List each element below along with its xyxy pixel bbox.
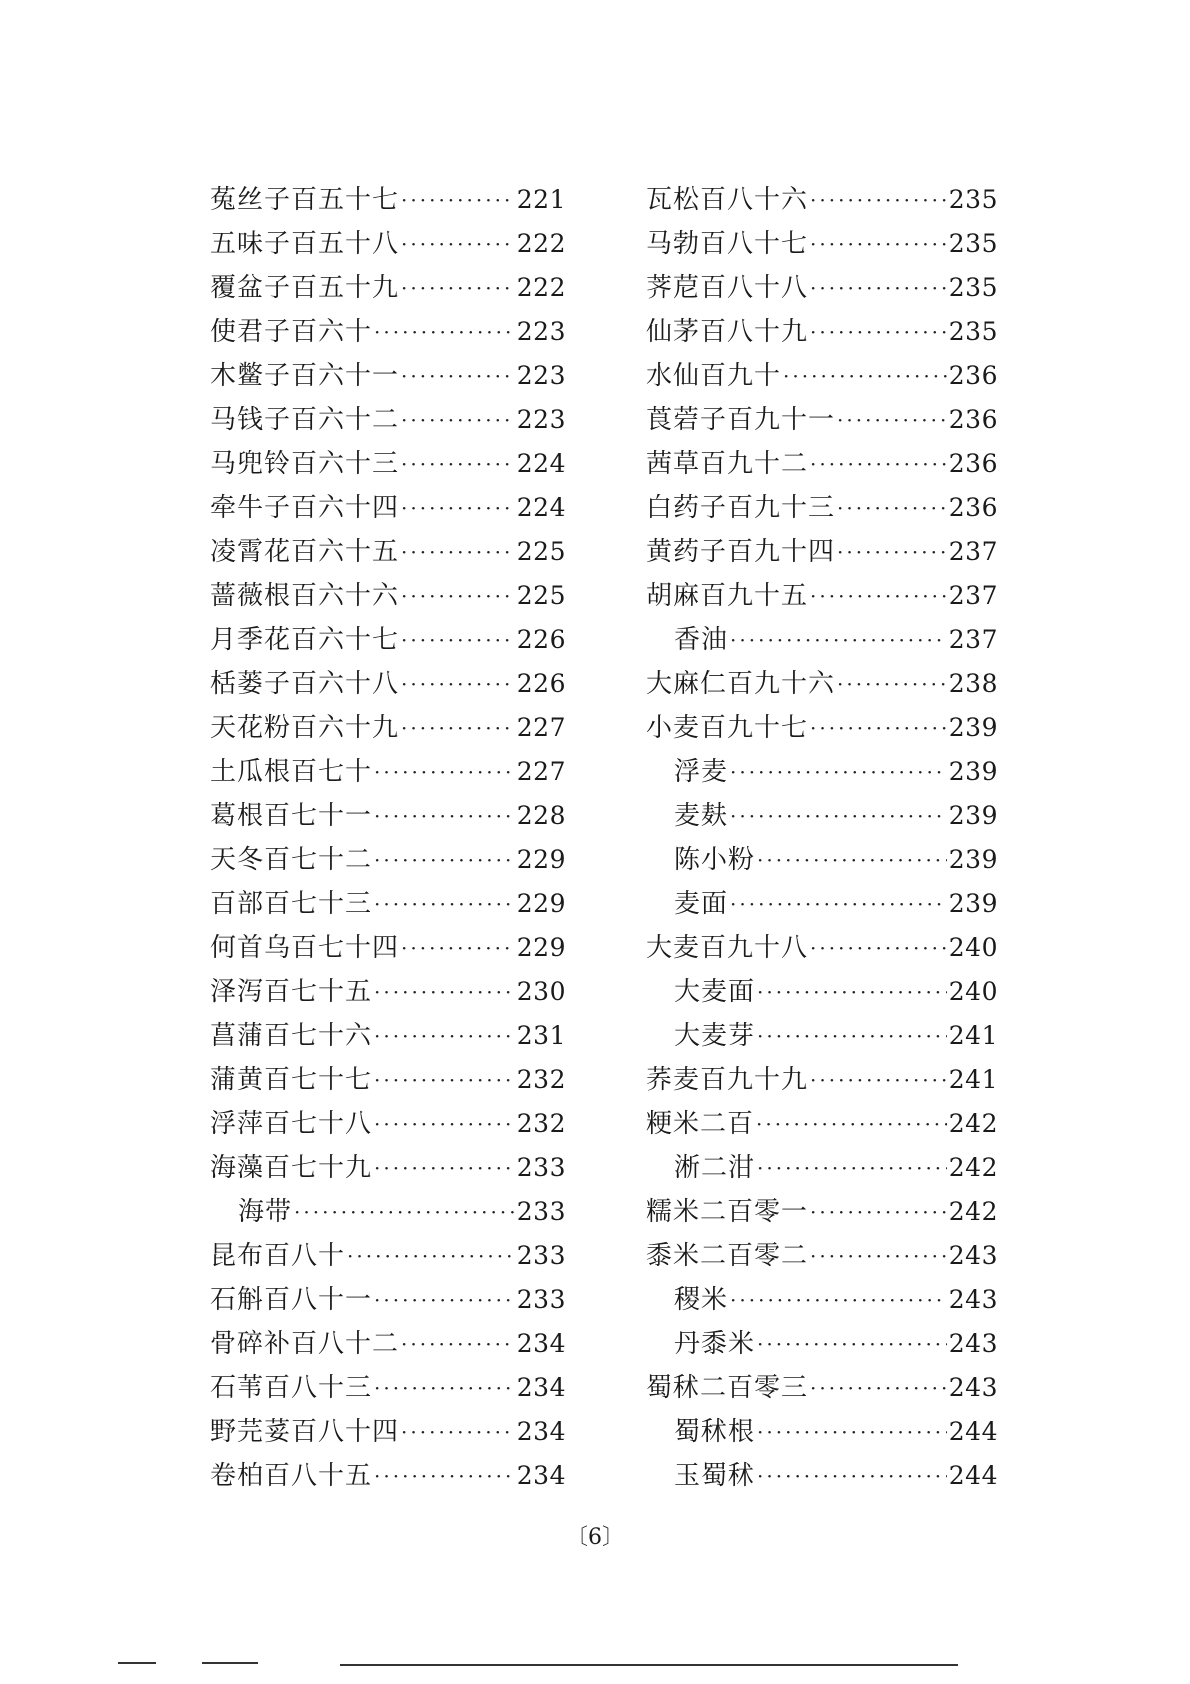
entry-page-number: 238	[948, 669, 998, 698]
dot-leader	[837, 662, 947, 706]
dot-leader	[756, 1102, 947, 1146]
entry-title: 黍米二百零二	[646, 1241, 809, 1271]
entry-title: 百部百七十三	[210, 889, 373, 919]
entry-title: 黄药子百九十四	[646, 537, 836, 567]
toc-entry	[210, 178, 566, 222]
dot-leader	[374, 882, 515, 926]
entry-page-number: 241	[948, 1065, 998, 1094]
entry-title: 荠苨百八十八	[646, 273, 809, 303]
entry-title: 胡麻百九十五	[646, 581, 809, 611]
toc-entry	[210, 1102, 566, 1146]
toc-entry	[210, 1454, 566, 1498]
dot-leader	[810, 574, 947, 618]
entry-page-number: 232	[516, 1065, 566, 1094]
entry-page-number: 228	[516, 801, 566, 830]
entry-page-number: 233	[516, 1285, 566, 1314]
dot-leader	[401, 662, 515, 706]
entry-title: 大麦面	[674, 977, 756, 1007]
entry-page-number: 237	[948, 581, 998, 610]
entry-title: 陈小粉	[674, 845, 756, 875]
dot-leader	[730, 882, 947, 926]
entry-page-number: 223	[516, 317, 566, 346]
dot-leader	[810, 706, 947, 750]
toc-entry	[646, 310, 998, 354]
toc-entry	[646, 178, 998, 222]
toc-sub-entry	[646, 882, 998, 926]
entry-page-number: 229	[516, 933, 566, 962]
entry-title: 野芫荽百八十四	[210, 1417, 400, 1447]
toc-entry	[646, 530, 998, 574]
dot-leader	[374, 1102, 515, 1146]
toc-entry	[210, 222, 566, 266]
dot-leader	[401, 222, 515, 266]
entry-page-number: 223	[516, 361, 566, 390]
entry-page-number: 242	[948, 1197, 998, 1226]
dot-leader	[401, 618, 515, 662]
entry-title: 丹黍米	[674, 1329, 756, 1359]
entry-page-number: 232	[516, 1109, 566, 1138]
entry-title: 浮麦	[674, 757, 729, 787]
toc-entry	[210, 1014, 566, 1058]
entry-title: 粳米二百	[646, 1109, 755, 1139]
entry-page-number: 226	[516, 669, 566, 698]
dot-leader	[810, 1058, 947, 1102]
dot-leader	[401, 442, 515, 486]
entry-page-number: 241	[948, 1021, 998, 1050]
entry-page-number: 240	[948, 933, 998, 962]
entry-title: 何首乌百七十四	[210, 933, 400, 963]
dot-leader	[401, 1322, 515, 1366]
dot-leader	[374, 1014, 515, 1058]
dot-leader	[374, 1454, 515, 1498]
entry-page-number: 243	[948, 1373, 998, 1402]
entry-page-number: 226	[516, 625, 566, 654]
entry-page-number: 243	[948, 1241, 998, 1270]
toc-entry	[210, 1234, 566, 1278]
entry-title: 蜀秫根	[674, 1417, 756, 1447]
dot-leader	[837, 398, 947, 442]
toc-entry	[210, 530, 566, 574]
entry-page-number: 239	[948, 757, 998, 786]
entry-title: 马钱子百六十二	[210, 405, 400, 435]
toc-sub-entry	[646, 838, 998, 882]
entry-title: 木鳖子百六十一	[210, 361, 400, 391]
dot-leader	[810, 178, 947, 222]
page-number: 〔6〕	[566, 1525, 624, 1550]
scan-artifact-line	[202, 1662, 258, 1664]
entry-title: 荞麦百九十九	[646, 1065, 809, 1095]
dot-leader	[401, 398, 515, 442]
entry-title: 石斛百八十一	[210, 1285, 373, 1315]
dot-leader	[294, 1190, 515, 1234]
dot-leader	[810, 222, 947, 266]
toc-entry	[646, 662, 998, 706]
entry-page-number: 239	[948, 889, 998, 918]
toc-entry	[646, 574, 998, 618]
entry-page-number: 239	[948, 845, 998, 874]
dot-leader	[757, 838, 947, 882]
toc-entry	[210, 1322, 566, 1366]
entry-title: 菟丝子百五十七	[210, 185, 400, 215]
toc-right-column	[646, 178, 998, 1498]
toc-entry	[646, 442, 998, 486]
entry-title: 月季花百六十七	[210, 625, 400, 655]
entry-page-number: 223	[516, 405, 566, 434]
dot-leader	[810, 1366, 947, 1410]
toc-entry	[210, 794, 566, 838]
toc-entry	[210, 266, 566, 310]
entry-page-number: 234	[516, 1373, 566, 1402]
entry-page-number: 235	[948, 273, 998, 302]
entry-page-number: 225	[516, 581, 566, 610]
scan-artifact-line	[340, 1664, 958, 1666]
entry-page-number: 233	[516, 1153, 566, 1182]
toc-sub-entry	[646, 1322, 998, 1366]
dot-leader	[374, 750, 515, 794]
entry-title: 白药子百九十三	[646, 493, 836, 523]
toc-entry	[210, 442, 566, 486]
entry-title: 五味子百五十八	[210, 229, 400, 259]
entry-title: 卷柏百八十五	[210, 1461, 373, 1491]
entry-title: 马勃百八十七	[646, 229, 809, 259]
entry-page-number: 243	[948, 1329, 998, 1358]
dot-leader	[757, 1410, 947, 1454]
dot-leader	[810, 926, 947, 970]
toc-entry	[210, 926, 566, 970]
toc-entry	[646, 398, 998, 442]
toc-entry	[210, 662, 566, 706]
toc-entry	[646, 354, 998, 398]
toc-entry	[210, 354, 566, 398]
entry-page-number: 236	[948, 449, 998, 478]
entry-title: 马兜铃百六十三	[210, 449, 400, 479]
toc-entry	[210, 1278, 566, 1322]
entry-title: 稷米	[674, 1285, 729, 1315]
dot-leader	[347, 1234, 515, 1278]
entry-page-number: 233	[516, 1197, 566, 1226]
toc-entry	[646, 1102, 998, 1146]
dot-leader	[810, 1234, 947, 1278]
entry-page-number: 234	[516, 1461, 566, 1490]
entry-page-number: 233	[516, 1241, 566, 1270]
toc-entry	[646, 222, 998, 266]
entry-page-number: 236	[948, 493, 998, 522]
entry-title: 天花粉百六十九	[210, 713, 400, 743]
dot-leader	[810, 442, 947, 486]
dot-leader	[730, 1278, 947, 1322]
entry-page-number: 234	[516, 1417, 566, 1446]
dot-leader	[757, 970, 947, 1014]
toc-sub-entry	[646, 794, 998, 838]
entry-page-number: 236	[948, 405, 998, 434]
entry-title: 海带	[238, 1197, 293, 1227]
dot-leader	[810, 310, 947, 354]
dot-leader	[810, 1190, 947, 1234]
entry-page-number: 230	[516, 977, 566, 1006]
toc-entry	[646, 706, 998, 750]
toc-entry	[646, 1366, 998, 1410]
entry-title: 土瓜根百七十	[210, 757, 373, 787]
entry-title: 莨菪子百九十一	[646, 405, 836, 435]
toc-entry	[210, 398, 566, 442]
entry-title: 仙茅百八十九	[646, 317, 809, 347]
dot-leader	[757, 1454, 947, 1498]
toc-entry	[210, 706, 566, 750]
entry-title: 大麻仁百九十六	[646, 669, 836, 699]
entry-page-number: 221	[516, 185, 566, 214]
entry-title: 栝蒌子百六十八	[210, 669, 400, 699]
toc-left-column	[210, 178, 566, 1498]
entry-title: 菖蒲百七十六	[210, 1021, 373, 1051]
entry-title: 麦麸	[674, 801, 729, 831]
dot-leader	[730, 750, 947, 794]
toc-entry	[210, 486, 566, 530]
entry-page-number: 229	[516, 889, 566, 918]
toc-entry	[646, 926, 998, 970]
dot-leader	[374, 310, 515, 354]
toc-entry	[210, 882, 566, 926]
dot-leader	[401, 354, 515, 398]
dot-leader	[374, 1146, 515, 1190]
entry-title: 浮萍百七十八	[210, 1109, 373, 1139]
entry-title: 石苇百八十三	[210, 1373, 373, 1403]
toc-sub-entry	[646, 1014, 998, 1058]
toc-sub-entry	[646, 750, 998, 794]
dot-leader	[401, 486, 515, 530]
dot-leader	[374, 970, 515, 1014]
entry-page-number: 227	[516, 713, 566, 742]
dot-leader	[401, 530, 515, 574]
dot-leader	[757, 1146, 947, 1190]
scan-artifact-line	[118, 1662, 156, 1664]
entry-title: 牵牛子百六十四	[210, 493, 400, 523]
entry-title: 小麦百九十七	[646, 713, 809, 743]
entry-title: 玉蜀秫	[674, 1461, 756, 1491]
entry-title: 淅二泔	[674, 1153, 756, 1183]
toc-entry	[646, 1190, 998, 1234]
dot-leader	[401, 706, 515, 750]
entry-title: 蔷薇根百六十六	[210, 581, 400, 611]
entry-page-number: 244	[948, 1461, 998, 1490]
toc-sub-entry	[210, 1190, 566, 1234]
entry-title: 葛根百七十一	[210, 801, 373, 831]
toc-sub-entry	[646, 618, 998, 662]
toc-sub-entry	[646, 970, 998, 1014]
entry-page-number: 242	[948, 1153, 998, 1182]
toc-entry	[210, 618, 566, 662]
toc-entry	[210, 574, 566, 618]
dot-leader	[837, 486, 947, 530]
dot-leader	[374, 838, 515, 882]
toc-sub-entry	[646, 1454, 998, 1498]
dot-leader	[401, 266, 515, 310]
entry-page-number: 225	[516, 537, 566, 566]
toc-entry	[210, 1146, 566, 1190]
entry-page-number: 242	[948, 1109, 998, 1138]
dot-leader	[374, 1278, 515, 1322]
entry-page-number: 227	[516, 757, 566, 786]
entry-page-number: 224	[516, 493, 566, 522]
toc-entry	[210, 970, 566, 1014]
toc-entry	[646, 1058, 998, 1102]
toc-sub-entry	[646, 1146, 998, 1190]
toc-entry	[210, 1058, 566, 1102]
toc-entry	[210, 1410, 566, 1454]
entry-page-number: 235	[948, 185, 998, 214]
entry-page-number: 240	[948, 977, 998, 1006]
dot-leader	[730, 794, 947, 838]
entry-title: 骨碎补百八十二	[210, 1329, 400, 1359]
entry-title: 使君子百六十	[210, 317, 373, 347]
entry-title: 凌霄花百六十五	[210, 537, 400, 567]
entry-page-number: 237	[948, 625, 998, 654]
entry-page-number: 222	[516, 229, 566, 258]
dot-leader	[783, 354, 947, 398]
toc-sub-entry	[646, 1410, 998, 1454]
dot-leader	[401, 574, 515, 618]
entry-page-number: 231	[516, 1021, 566, 1050]
toc-entry	[210, 750, 566, 794]
toc-entry	[646, 486, 998, 530]
entry-title: 大麦百九十八	[646, 933, 809, 963]
entry-title: 覆盆子百五十九	[210, 273, 400, 303]
toc-sub-entry	[646, 1278, 998, 1322]
entry-title: 蒲黄百七十七	[210, 1065, 373, 1095]
entry-title: 天冬百七十二	[210, 845, 373, 875]
entry-page-number: 243	[948, 1285, 998, 1314]
entry-title: 香油	[674, 625, 729, 655]
entry-title: 麦面	[674, 889, 729, 919]
entry-title: 昆布百八十	[210, 1241, 346, 1271]
entry-title: 瓦松百八十六	[646, 185, 809, 215]
dot-leader	[810, 266, 947, 310]
entry-page-number: 244	[948, 1417, 998, 1446]
entry-page-number: 235	[948, 317, 998, 346]
entry-page-number: 234	[516, 1329, 566, 1358]
entry-page-number: 224	[516, 449, 566, 478]
dot-leader	[374, 1366, 515, 1410]
entry-title: 泽泻百七十五	[210, 977, 373, 1007]
toc-entry	[210, 838, 566, 882]
entry-title: 茜草百九十二	[646, 449, 809, 479]
entry-title: 大麦芽	[674, 1021, 756, 1051]
toc-entry	[210, 1366, 566, 1410]
dot-leader	[730, 618, 947, 662]
toc-entry	[210, 310, 566, 354]
entry-page-number: 222	[516, 273, 566, 302]
entry-page-number: 237	[948, 537, 998, 566]
dot-leader	[757, 1014, 947, 1058]
entry-page-number: 239	[948, 801, 998, 830]
toc-entry	[646, 266, 998, 310]
dot-leader	[837, 530, 947, 574]
entry-page-number: 235	[948, 229, 998, 258]
dot-leader	[374, 1058, 515, 1102]
dot-leader	[757, 1322, 947, 1366]
entry-page-number: 229	[516, 845, 566, 874]
dot-leader	[401, 926, 515, 970]
entry-title: 糯米二百零一	[646, 1197, 809, 1227]
entry-title: 蜀秫二百零三	[646, 1373, 809, 1403]
entry-page-number: 239	[948, 713, 998, 742]
dot-leader	[401, 1410, 515, 1454]
entry-page-number: 236	[948, 361, 998, 390]
entry-title: 水仙百九十	[646, 361, 782, 391]
dot-leader	[401, 178, 515, 222]
dot-leader	[374, 794, 515, 838]
entry-title: 海藻百七十九	[210, 1153, 373, 1183]
toc-entry	[646, 1234, 998, 1278]
